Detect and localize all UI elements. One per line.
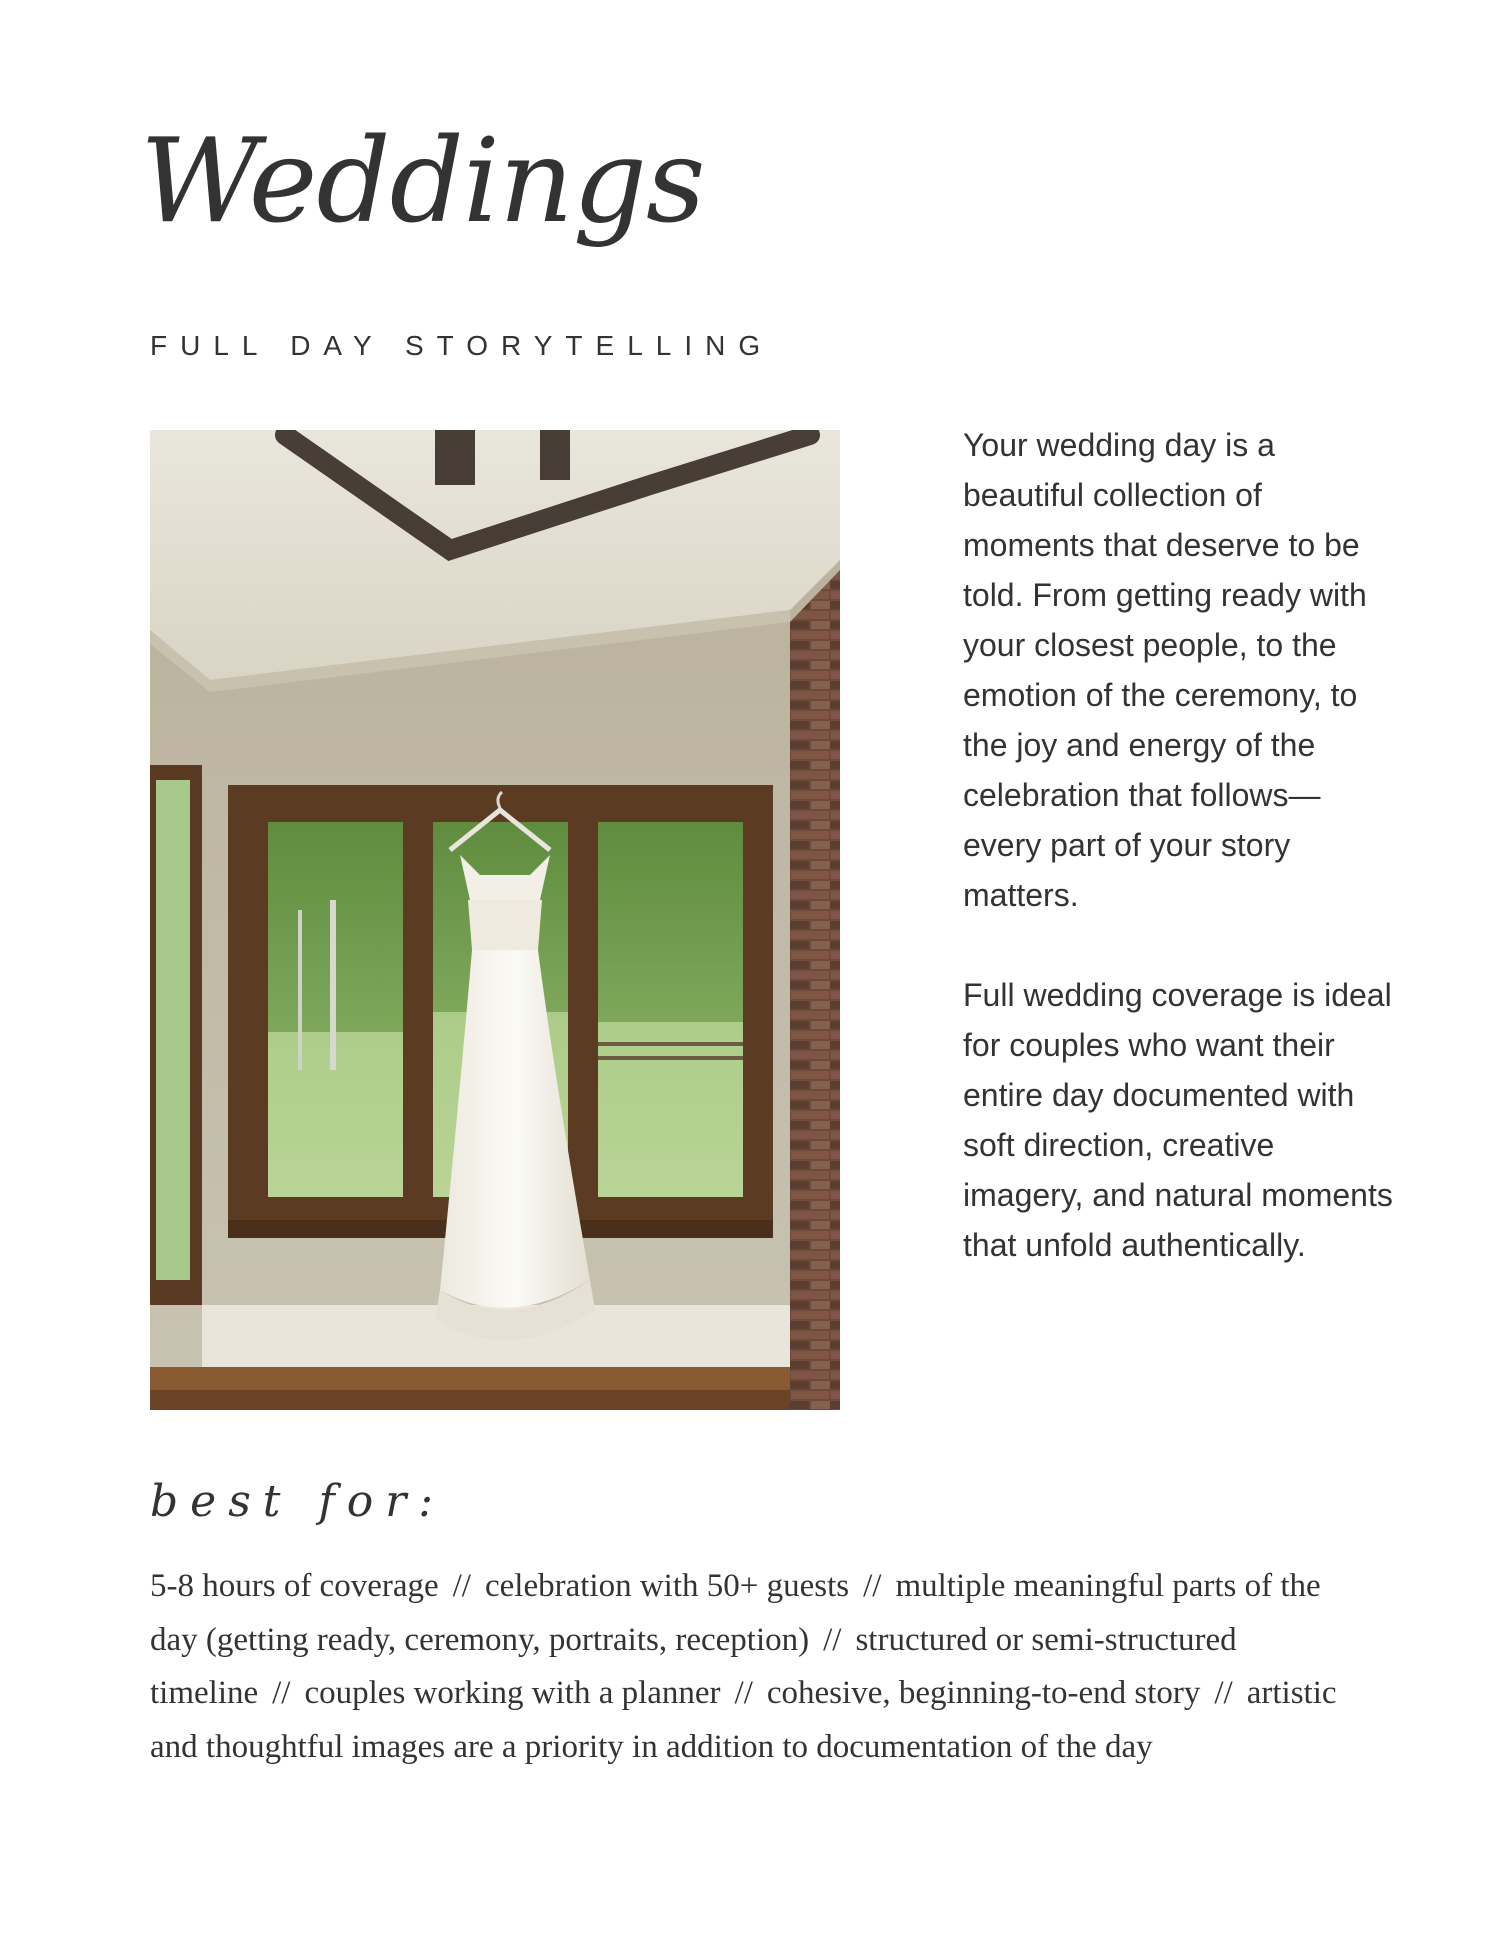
best-for-heading: best for: (150, 1476, 446, 1527)
intro-text (963, 420, 1393, 1320)
wedding-dress-photo (150, 430, 840, 1410)
page-title: Weddings (140, 114, 705, 249)
best-for-item: 5-8 hours of coverage (150, 1568, 439, 1604)
separator: // (734, 1675, 753, 1711)
separator: // (1214, 1675, 1233, 1711)
separator: // (863, 1568, 882, 1604)
page-subtitle: FULL DAY STORYTELLING (150, 330, 774, 361)
best-for-item: multiple meaningful parts of the day (getting ready, ceremony, portraits, reception) (150, 1568, 1321, 1658)
separator: // (823, 1621, 842, 1658)
best-for-item: couples working with a planner (304, 1675, 721, 1711)
intro-paragraph: Full wedding coverage is ideal for couples who want their entire day documented with soft direction, creative imagery, and natural moments that unfold authentically. (963, 977, 1393, 1263)
best-for-item: cohesive, beginning-to-end story (766, 1675, 1201, 1711)
intro-paragraph: Your wedding day is a beautiful collection of moments that deserve to be told. From getting ready with your closest people, to the emotion of the ceremony, to the joy and energy of the celebration that follows—every part of your story matters. (963, 427, 1367, 913)
separator: // (272, 1675, 291, 1711)
best-for-item: structured or semi-structured timeline (150, 1621, 1237, 1711)
best-for-item: celebration with 50+ guests (484, 1568, 850, 1604)
best-for-item: artistic and thoughtful images are a priority in addition to documentation of the day (150, 1675, 1337, 1765)
best-for-list (150, 1560, 1360, 1774)
separator: // (452, 1568, 471, 1604)
